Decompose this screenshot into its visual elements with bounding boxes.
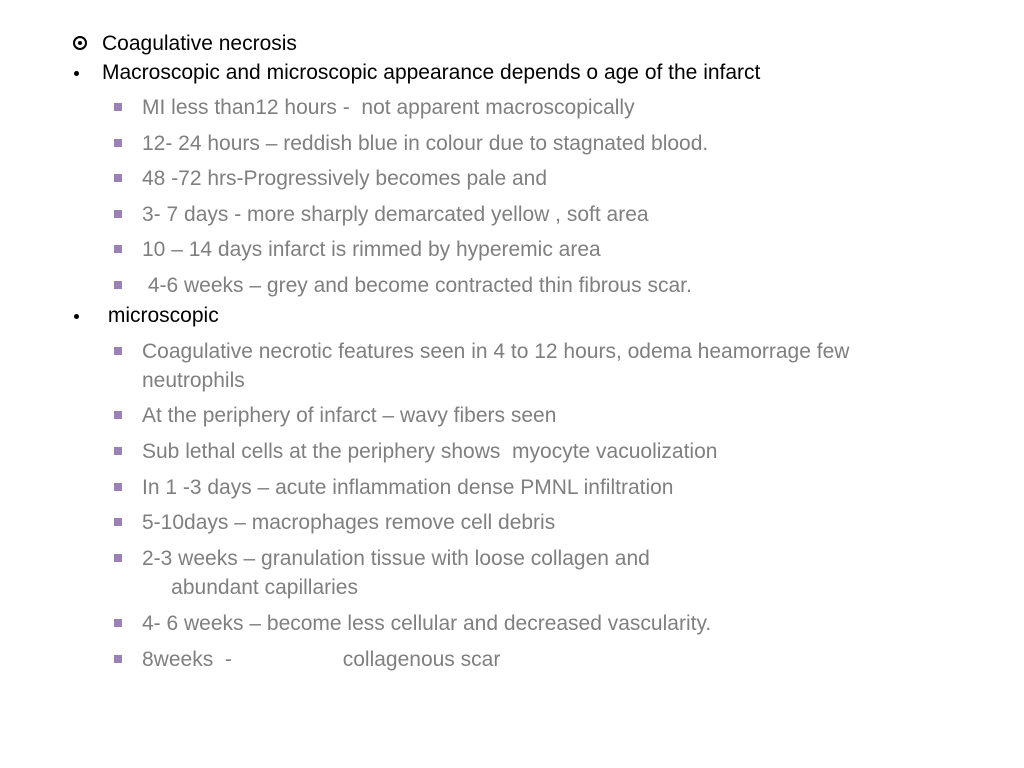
square-bullet-icon <box>114 655 122 663</box>
square-bullet-icon <box>114 447 122 455</box>
bullet-dot-icon <box>74 71 79 76</box>
list-item: In 1 -3 days – acute inflammation dense PMNL infiltration <box>142 476 674 499</box>
square-bullet-icon <box>114 245 122 253</box>
section-macroscopic-label: Macroscopic and microscopic appearance depends o age of the infarct <box>102 61 761 84</box>
square-bullet-icon <box>114 174 122 182</box>
list-item: 8weeks - collagenous scar <box>142 648 501 671</box>
list-item-continuation: abundant capillaries <box>142 576 358 599</box>
square-bullet-icon <box>114 411 122 419</box>
square-bullet-icon <box>114 554 122 562</box>
bullet-dot-icon <box>74 314 79 319</box>
square-bullet-icon <box>114 103 122 111</box>
square-bullet-icon <box>114 347 122 355</box>
list-item: 3- 7 days - more sharply demarcated yellow , soft area <box>142 203 649 226</box>
list-item-continuation: neutrophils <box>142 369 245 392</box>
list-item: At the periphery of infarct – wavy fibers seen <box>142 404 557 427</box>
list-item: Sub lethal cells at the periphery shows myocyte vacuolization <box>142 440 718 463</box>
square-bullet-icon <box>114 139 122 147</box>
list-item: 48 -72 hrs-Progressively becomes pale and <box>142 167 548 190</box>
square-bullet-icon <box>114 210 122 218</box>
square-bullet-icon <box>114 281 122 289</box>
section-microscopic-label: microscopic <box>102 304 219 327</box>
square-bullet-icon <box>114 518 122 526</box>
slide-heading: Coagulative necrosis <box>102 32 297 55</box>
radio-bullet-icon <box>73 36 87 50</box>
list-item: 12- 24 hours – reddish blue in colour due to stagnated blood. <box>142 132 709 155</box>
square-bullet-icon <box>114 619 122 627</box>
list-item: MI less than12 hours - not apparent macroscopically <box>142 96 635 119</box>
list-item: 5-10days – macrophages remove cell debris <box>142 511 556 534</box>
list-item: 4-6 weeks – grey and become contracted thin fibrous scar. <box>142 274 692 297</box>
list-item: 2-3 weeks – granulation tissue with loose collagen and <box>142 547 650 570</box>
list-item: 10 – 14 days infarct is rimmed by hyperemic area <box>142 238 601 261</box>
list-item: 4- 6 weeks – become less cellular and decreased vascularity. <box>142 612 712 635</box>
list-item: Coagulative necrotic features seen in 4 to 12 hours, odema heamorrage few <box>142 340 850 363</box>
square-bullet-icon <box>114 483 122 491</box>
